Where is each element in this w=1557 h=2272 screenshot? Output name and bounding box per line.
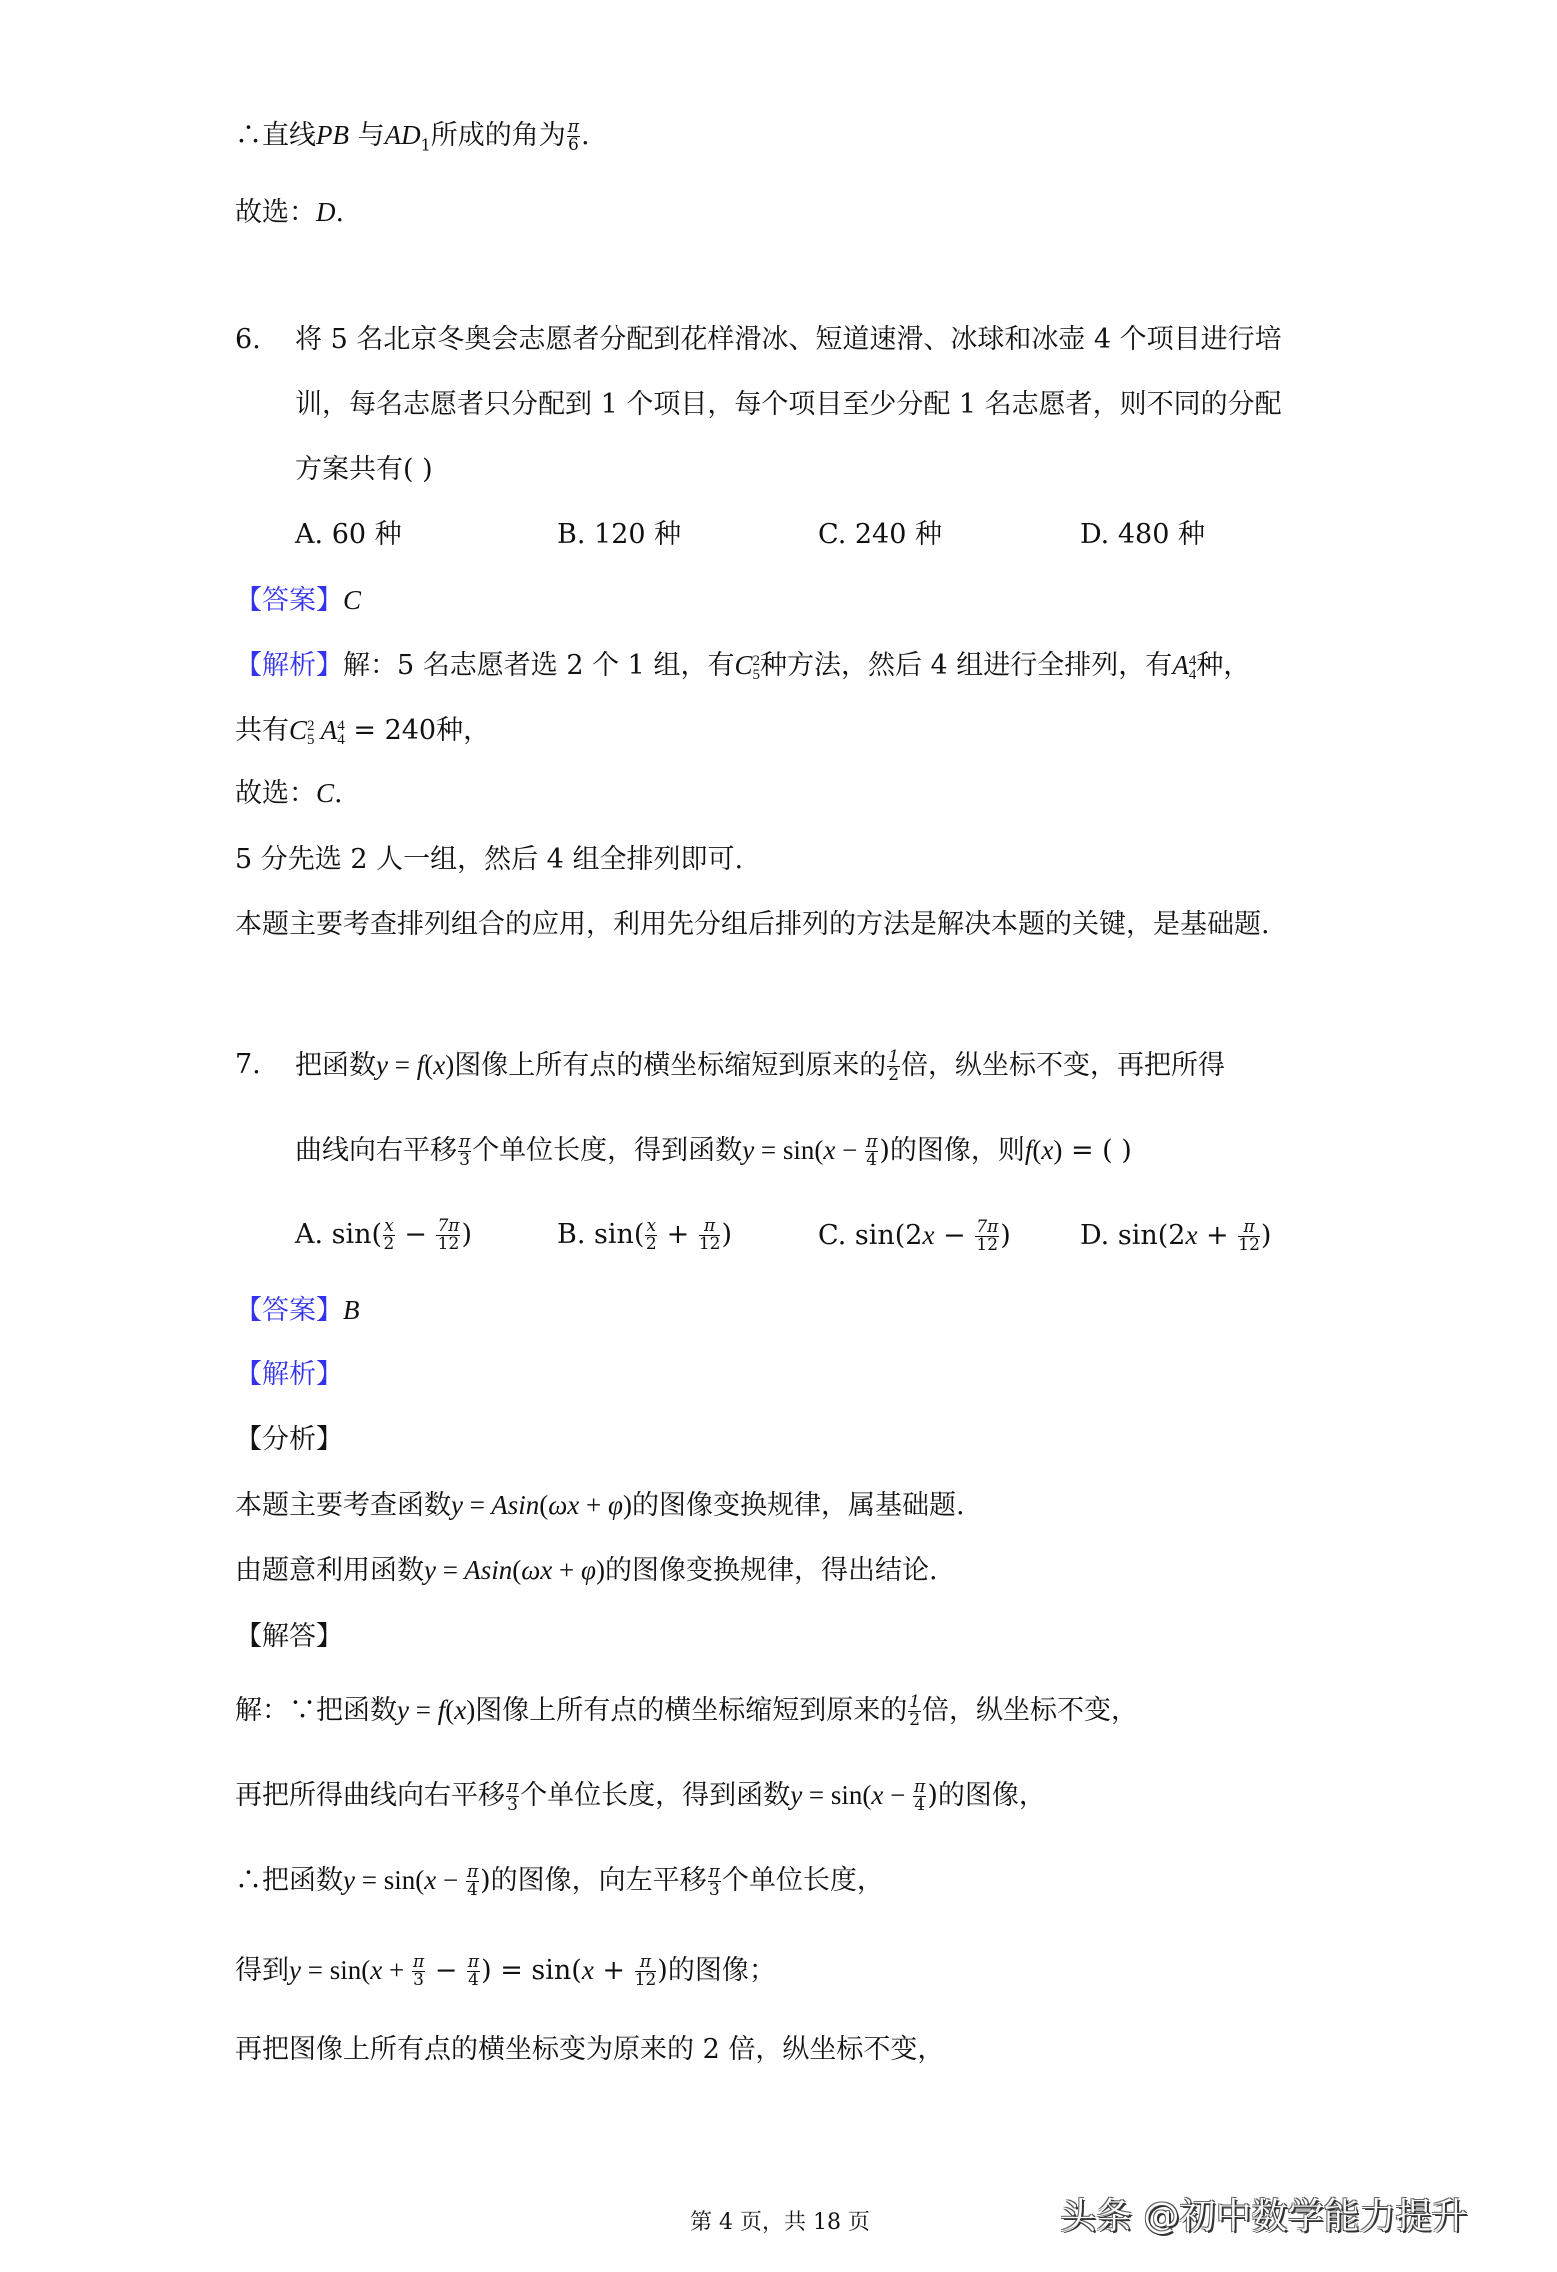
- text: 把函数: [295, 1050, 376, 1081]
- answer-tag: 【答案】: [235, 585, 343, 616]
- numerator: π: [1238, 1219, 1260, 1237]
- q6-analysis-line-2: [235, 710, 490, 751]
- text: 曲线向右平移: [295, 1135, 457, 1166]
- option-label: C.: [818, 519, 847, 550]
- math-a-4-4: A 4 4: [1172, 650, 1197, 683]
- text: 图像上所有点的横坐标缩短到原来的: [454, 1050, 887, 1081]
- numerator: π: [866, 1132, 878, 1152]
- text: 个单位长度，得到函数: [472, 1135, 743, 1166]
- fraction-pi-12: [699, 1218, 721, 1253]
- fraction-pi-4: [865, 1134, 878, 1169]
- question-6-text-3: 方案共有( ): [295, 454, 433, 485]
- question-6-number: 6.: [235, 324, 261, 355]
- text: 得到: [235, 1955, 289, 1986]
- text: 所成的角为: [430, 120, 566, 151]
- fraction-pi-4: [466, 1864, 479, 1899]
- analysis-tag: 【解析】: [235, 650, 343, 681]
- fraction-pi-3: [458, 1134, 471, 1169]
- denominator: 3: [413, 1970, 424, 1990]
- question-7-number: 7.: [235, 1049, 261, 1080]
- option-label: B.: [557, 519, 586, 550]
- text: 倍，纵坐标不变，再把所得: [901, 1050, 1226, 1081]
- option-label: B.: [557, 1219, 586, 1250]
- math-y-eq-fx: y = f(x): [397, 1695, 476, 1725]
- math-y-sin: y = sin(x −: [343, 1865, 459, 1895]
- text: .: [334, 778, 343, 809]
- fraction-x-2: [383, 1218, 395, 1253]
- option-label: A.: [295, 519, 324, 550]
- answer-value: C: [343, 585, 362, 615]
- page-number: 第 4 页，共 18 页: [690, 2210, 870, 2235]
- numerator: π: [699, 1218, 721, 1236]
- fraction-pi-3: [708, 1864, 721, 1899]
- math-c52-a44: C 2 5 A 4 4: [289, 715, 345, 748]
- text: 故选：: [235, 197, 316, 228]
- numerator: π: [467, 1952, 480, 1972]
- denominator: 2: [909, 1710, 921, 1730]
- q6-option-c: [818, 515, 942, 555]
- q7-solution-line-5: 再把图像上所有点的横坐标变为原来的 2 倍，纵坐标不变，: [235, 2034, 945, 2065]
- numerator: 7π: [976, 1217, 999, 1237]
- text: 的图像变换规律，属基础题.: [631, 1490, 965, 1521]
- q7-solution-line-2: 再把所得曲线向右平移 $\frac{\pi}{3}$ 个单位长度，得到函数y = sin(x − $\frac{\pi}{4}$ )的图像，: [235, 1777, 1046, 1815]
- subscript: 1: [420, 135, 431, 155]
- q7-answer-line: [235, 1290, 360, 1331]
- text: 解：5 名志愿者选 2 个 1 组，有: [343, 650, 735, 681]
- text: 的图像，则: [889, 1135, 1025, 1166]
- option-value: 240 种: [854, 519, 942, 550]
- q6-choose-line: [235, 773, 343, 814]
- text: 由题意利用函数: [235, 1555, 424, 1586]
- q6-answer-line: [235, 580, 361, 621]
- math-pb: PB: [316, 120, 349, 150]
- fraction-pi-4: [913, 1779, 926, 1814]
- numerator: 1: [888, 1047, 900, 1067]
- fraction-pi-3: [506, 1779, 519, 1814]
- numerator: π: [507, 1777, 519, 1797]
- denominator: 3: [708, 1880, 720, 1900]
- fraction-pi-12: [635, 1954, 657, 1989]
- numerator: x: [646, 1216, 657, 1236]
- text: ∴把函数: [235, 1865, 343, 1896]
- fraction-pi-4: [467, 1954, 480, 1989]
- answer-tag: 【答案】: [235, 1295, 343, 1326]
- denominator: 12: [1238, 1235, 1260, 1255]
- q7-option-b: B. sin( $\frac{x}{2}$ + $\frac{\pi}{12}$ ): [557, 1216, 733, 1254]
- denominator: 4: [866, 1150, 878, 1170]
- prev-choose-line: [235, 192, 344, 233]
- fraction-1-2: [908, 1694, 921, 1729]
- text: 再把所得曲线向右平移: [235, 1780, 505, 1811]
- denominator: 4: [468, 1970, 479, 1990]
- text: .: [335, 197, 345, 228]
- q7-fenxi-tag: 【分析】: [235, 1424, 343, 1455]
- q6-analysis-line-1: [235, 645, 1250, 686]
- prev-conclusion-line: [235, 115, 590, 165]
- fraction-x-2: [645, 1218, 657, 1253]
- numerator: π: [466, 1862, 479, 1882]
- math-y-eq-fx: y = f(x): [376, 1050, 455, 1080]
- option-label: D.: [1080, 1220, 1110, 1251]
- q7-fenxi-line-1: [235, 1485, 965, 1526]
- math-y-sin: y = sin(x −: [790, 1780, 906, 1810]
- q7-solution-line-3: ∴把函数y = sin(x − $\frac{\pi}{4}$ )的图像，向左平移 $\frac{\pi}{3}$ 个单位长度，: [235, 1862, 884, 1900]
- text: 的图像，向左平移: [490, 1865, 707, 1896]
- fraction-pi-12: [1238, 1219, 1260, 1254]
- choice-value: D: [316, 197, 336, 227]
- denominator: 4: [467, 1880, 478, 1900]
- numerator: π: [635, 1954, 657, 1972]
- fraction-7pi-12: [436, 1218, 460, 1253]
- fraction-pi-6: [567, 119, 580, 154]
- q7-solution-line-4: 得到y = sin(x + $\frac{\pi}{3}$ − $\frac{\pi}{4}$ ) = sin(x + $\frac{\pi}{12}$ )的图像；: [235, 1952, 776, 1990]
- denominator: 3: [459, 1150, 470, 1170]
- q6-option-d: [1080, 515, 1205, 555]
- q6-option-a: [295, 515, 402, 555]
- q6-note-1: 5 分先选 2 人一组，然后 4 组全排列即可.: [235, 844, 744, 875]
- fraction-7pi-12: [975, 1219, 999, 1254]
- math-c-5-2: C 2 5: [734, 650, 760, 683]
- text: 的图像；: [667, 1955, 776, 1986]
- text: 故选：: [235, 778, 316, 809]
- math-y-sin-sum: y = sin(x +: [289, 1955, 405, 1985]
- math-asin: y = Asin(ωx + φ): [424, 1555, 605, 1585]
- q7-fenxi-line-2: [235, 1550, 938, 1591]
- text: 解：∵把函数: [235, 1695, 397, 1726]
- denominator: 2: [383, 1234, 395, 1254]
- option-label: C.: [818, 1220, 847, 1251]
- numerator: π: [914, 1777, 926, 1797]
- numerator: π: [708, 1862, 720, 1882]
- question-6-text-2: 训，每名志愿者只分配到 1 个项目，每个项目至少分配 1 名志愿者，则不同的分配: [295, 389, 1282, 420]
- text: 种方法，然后 4 组进行全排列，有: [759, 650, 1173, 681]
- denominator: 3: [507, 1795, 518, 1815]
- fraction-pi-3: [412, 1954, 425, 1989]
- denominator: 2: [888, 1065, 900, 1085]
- q6-note-2: 本题主要考查排列组合的应用，利用先分组后排列的方法是解决本题的关键，是基础题.: [235, 909, 1270, 940]
- text: 的图像变换规律，得出结论.: [604, 1555, 938, 1586]
- numerator: 1: [909, 1692, 921, 1712]
- option-value: 120 种: [594, 519, 682, 550]
- text: 共有: [235, 715, 289, 746]
- choice-value: C: [316, 778, 335, 808]
- text: 个单位长度，: [721, 1865, 884, 1896]
- option-label: A.: [295, 1219, 324, 1250]
- fraction-1-2: [887, 1049, 900, 1084]
- text: 倍，纵坐标不变，: [922, 1695, 1139, 1726]
- denominator: 4: [914, 1795, 926, 1815]
- option-value: 60 种: [331, 519, 402, 550]
- math-y-sin: y = sin(x −: [742, 1135, 858, 1165]
- denominator: 12: [634, 1970, 657, 1990]
- q7-jieda-tag: 【解答】: [235, 1621, 343, 1652]
- question-6-text-1: 将 5 名北京冬奥会志愿者分配到花样滑冰、短道速滑、冰球和冰壶 4 个项目进行培: [295, 324, 1282, 355]
- text: ∴直线: [235, 120, 316, 151]
- text: 与: [357, 120, 385, 151]
- text: = 240种，: [344, 715, 491, 746]
- watermark: 头条 @初中数学能力提升: [1060, 2196, 1468, 2237]
- q7-option-a: A. sin( $\frac{x}{2}$ − $\frac{7\pi}{12}$ ): [295, 1216, 473, 1254]
- q6-option-b: [557, 515, 681, 555]
- text: .: [580, 120, 590, 151]
- option-label: D.: [1080, 519, 1110, 550]
- text: = ( ): [1062, 1135, 1132, 1166]
- q7-option-c: C. sin(2x − $\frac{7\pi}{12}$ ): [818, 1217, 1011, 1255]
- numerator: π: [459, 1132, 471, 1152]
- numerator: π: [567, 117, 579, 137]
- text: 图像上所有点的横坐标缩短到原来的: [475, 1695, 908, 1726]
- numerator: 7π: [437, 1216, 460, 1236]
- math-ad: AD: [384, 120, 421, 150]
- q7-analysis-tag-line: [235, 1355, 343, 1395]
- analysis-tag: 【解析】: [235, 1359, 343, 1390]
- math-asin: y = Asin(ωx + φ): [451, 1490, 632, 1520]
- option-value: 480 种: [1117, 519, 1205, 550]
- text: 的图像，: [937, 1780, 1046, 1811]
- denominator: 12: [437, 1234, 460, 1254]
- text: 本题主要考查函数: [235, 1490, 451, 1521]
- denominator: 12: [698, 1234, 721, 1254]
- denominator: 6: [567, 135, 579, 155]
- math-fx: f(x): [1024, 1135, 1063, 1165]
- denominator: 2: [645, 1234, 657, 1254]
- numerator: x: [384, 1216, 394, 1236]
- numerator: π: [412, 1952, 425, 1972]
- text: 种，: [1196, 650, 1251, 681]
- answer-value: B: [343, 1295, 360, 1325]
- question-7-text-2: 曲线向右平移 $\frac{\pi}{3}$ 个单位长度，得到函数y = sin(x − $\frac{\pi}{4}$ )的图像，则f(x) = ( ): [295, 1132, 1132, 1170]
- text: 个单位长度，得到函数: [520, 1780, 791, 1811]
- q7-option-d: D. sin(2x + $\frac{\pi}{12}$ ): [1080, 1217, 1272, 1255]
- question-7-text-1: [295, 1045, 1225, 1086]
- denominator: 12: [976, 1235, 999, 1255]
- q7-solution-line-1: [235, 1690, 1138, 1731]
